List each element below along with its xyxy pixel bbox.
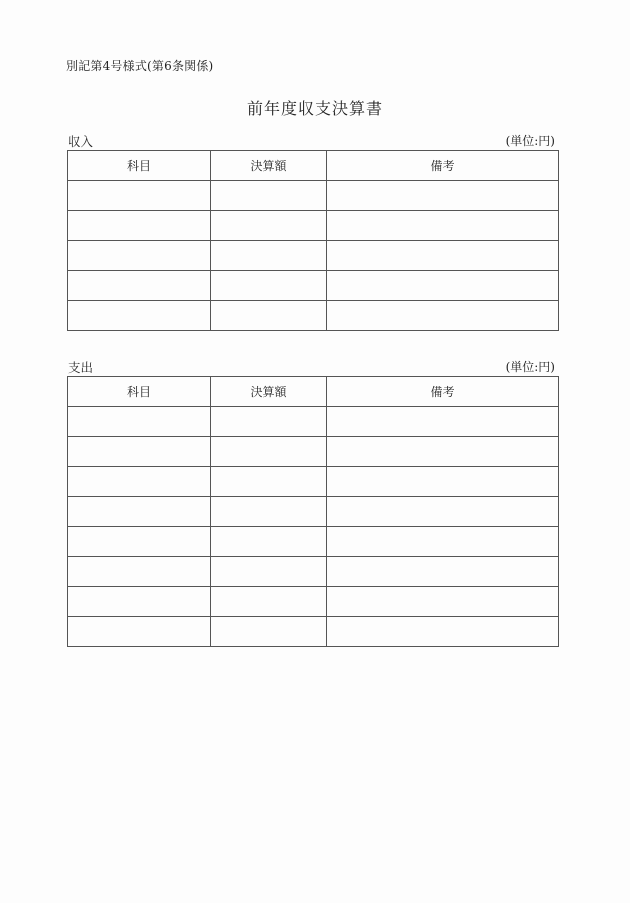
table-row: [68, 301, 559, 331]
table-row: [68, 617, 559, 647]
expense-cell-amount[interactable]: [211, 497, 327, 527]
expense-cell-remarks[interactable]: [327, 617, 559, 647]
expense-cell-amount[interactable]: [211, 617, 327, 647]
table-row: [68, 497, 559, 527]
expense-cell-subject[interactable]: [68, 617, 211, 647]
expense-cell-subject[interactable]: [68, 497, 211, 527]
income-cell-subject[interactable]: [68, 271, 211, 301]
table-row: [68, 211, 559, 241]
expense-table: [67, 376, 559, 647]
income-cell-subject[interactable]: [68, 241, 211, 271]
income-table-body: [68, 181, 559, 331]
expense-cell-remarks[interactable]: [327, 467, 559, 497]
table-row: [68, 271, 559, 301]
income-cell-subject[interactable]: [68, 301, 211, 331]
expense-cell-subject[interactable]: [68, 437, 211, 467]
income-section-header: [67, 132, 558, 150]
income-col-amount-header: 決算額: [211, 151, 327, 181]
income-cell-amount[interactable]: [211, 301, 327, 331]
income-cell-remarks[interactable]: [327, 241, 559, 271]
expense-cell-amount[interactable]: [211, 527, 327, 557]
income-cell-amount[interactable]: [211, 271, 327, 301]
income-cell-remarks[interactable]: [327, 301, 559, 331]
income-cell-subject[interactable]: [68, 211, 211, 241]
expense-col-remarks-header: 備考: [327, 377, 559, 407]
expense-cell-subject[interactable]: [68, 407, 211, 437]
income-table: [67, 150, 559, 331]
form-number: 別記第4号様式(第6条関係): [66, 59, 214, 73]
income-cell-remarks[interactable]: [327, 181, 559, 211]
expense-table-body: [68, 407, 559, 647]
income-unit-note: (単位:円): [505, 134, 555, 148]
income-col-subject-header: 科目: [68, 151, 211, 181]
table-row: [68, 587, 559, 617]
expense-cell-subject[interactable]: [68, 467, 211, 497]
expense-cell-amount[interactable]: [211, 587, 327, 617]
expense-cell-remarks[interactable]: [327, 587, 559, 617]
income-cell-amount[interactable]: [211, 241, 327, 271]
expense-cell-amount[interactable]: [211, 437, 327, 467]
expense-col-subject-header: 科目: [68, 377, 211, 407]
expense-cell-subject[interactable]: [68, 527, 211, 557]
table-row: [68, 527, 559, 557]
expense-section-header: [67, 358, 558, 376]
expense-cell-subject[interactable]: [68, 557, 211, 587]
income-cell-remarks[interactable]: [327, 211, 559, 241]
expense-cell-remarks[interactable]: [327, 437, 559, 467]
expense-cell-remarks[interactable]: [327, 527, 559, 557]
expense-section: [67, 358, 558, 647]
expense-cell-remarks[interactable]: [327, 557, 559, 587]
income-cell-amount[interactable]: [211, 181, 327, 211]
expense-cell-remarks[interactable]: [327, 497, 559, 527]
table-row: [68, 467, 559, 497]
expense-table-header-row: [68, 377, 559, 407]
income-table-header-row: [68, 151, 559, 181]
expense-label: 支出: [68, 360, 94, 375]
income-cell-subject[interactable]: [68, 181, 211, 211]
document-title: 前年度収支決算書: [246, 99, 383, 118]
expense-cell-amount[interactable]: [211, 467, 327, 497]
income-label: 収入: [68, 134, 94, 149]
expense-unit-note: (単位:円): [505, 360, 555, 374]
income-col-remarks-header: 備考: [327, 151, 559, 181]
table-row: [68, 437, 559, 467]
table-row: [68, 181, 559, 211]
expense-cell-subject[interactable]: [68, 587, 211, 617]
table-row: [68, 241, 559, 271]
table-row: [68, 557, 559, 587]
income-section: [67, 132, 558, 331]
table-row: [68, 407, 559, 437]
expense-cell-remarks[interactable]: [327, 407, 559, 437]
expense-cell-amount[interactable]: [211, 557, 327, 587]
expense-col-amount-header: 決算額: [211, 377, 327, 407]
income-cell-remarks[interactable]: [327, 271, 559, 301]
income-cell-amount[interactable]: [211, 211, 327, 241]
expense-cell-amount[interactable]: [211, 407, 327, 437]
